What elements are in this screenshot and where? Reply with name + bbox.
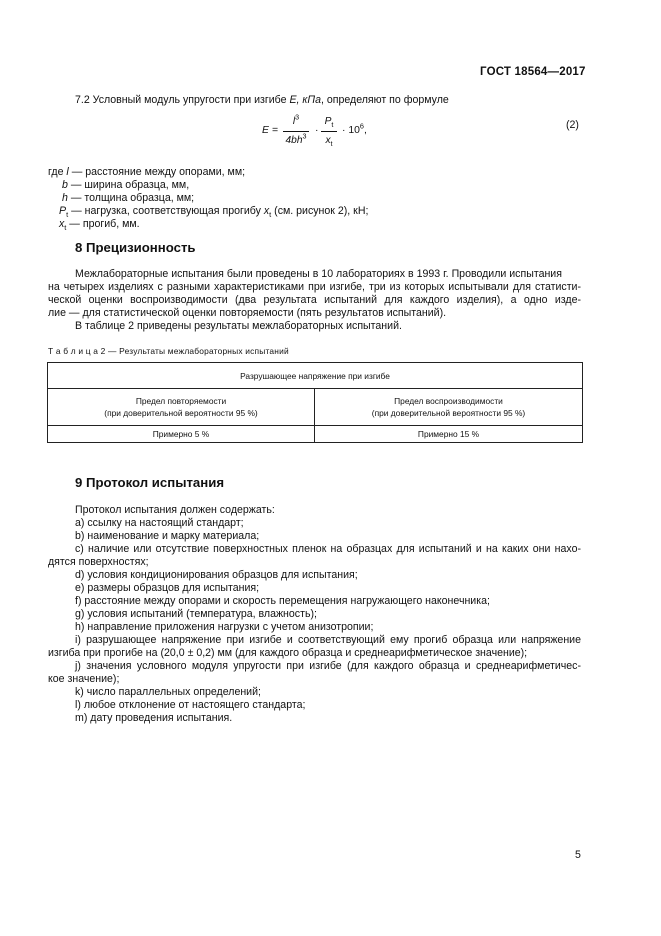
list-item-i: i) разрушающее напряжение при изгибе и соответствующий ему прогиб образца или напряжение (75, 634, 581, 646)
fraction-2-denominator: $x_t$ (325, 135, 333, 149)
table-cell-reproducibility-value: Примерно 15 % (315, 426, 583, 443)
fraction-1-denominator: $4bh^3$ (285, 132, 307, 146)
list-item-k: k) число параллельных определений; (75, 686, 261, 698)
where-item-p: $P_t$ — нагрузка, соответствующая прогибу $x_t$ (см. рисунок 2), кН; (59, 205, 369, 220)
list-item-i-cont: изгиба при прогибе на (20,0 ± 0,2) мм (для каждого образца и среднеарифметическое значение); (48, 647, 528, 659)
section-8-para-line-1: Межлабораторные испытания были проведены в 10 лабораториях в 1993 г. Проводили испытания (75, 268, 562, 280)
formula-number: (2) (566, 119, 579, 131)
list-item-e: e) размеры образцов для испытания; (75, 582, 260, 594)
document-id: ГОСТ 18564—2017 (480, 66, 586, 78)
table-group-header: Разрушающее напряжение при изгибе (48, 363, 583, 389)
list-item-d: d) условия кондиционирования образцов для испытания; (75, 569, 358, 581)
where-item-l: где l — расстояние между опорами, мм; (48, 166, 246, 178)
list-item-b: b) наименование и марку материала; (75, 530, 260, 542)
page-number: 5 (575, 849, 581, 861)
table-col-reproducibility: Предел воспроизводимости (при доверительной вероятности 95 %) (315, 389, 583, 426)
clause-7-2-text: 7.2 Условный модуль упругости при изгибе E, кПа, определяют по формуле (75, 94, 449, 106)
section-8-para-line-4: лие — для статистической оценки повторяемости (пять результатов испытаний). (48, 307, 447, 319)
results-table (47, 362, 583, 443)
list-item-l: l) любое отклонение от настоящего стандарта; (75, 699, 306, 711)
fraction-2-line (321, 131, 337, 132)
section-8-heading: 8 Прецизионность (75, 240, 196, 255)
list-item-f: f) расстояние между опорами и скорость перемещения нагружающего наконечника; (75, 595, 490, 607)
table-col-repeatability: Предел повторяемости (при доверительной вероятности 95 %) (48, 389, 315, 426)
list-item-g: g) условия испытаний (температура, влажность); (75, 608, 317, 620)
section-9-intro: Протокол испытания должен содержать: (75, 504, 275, 516)
formula-dot-1: · (315, 125, 319, 136)
list-item-j-cont: кое значение); (48, 673, 120, 685)
formula-lhs: E = (262, 125, 278, 136)
list-item-h: h) направление приложения нагрузки с учетом анизотропии; (75, 621, 374, 633)
list-item-m: m) дату проведения испытания. (75, 712, 233, 724)
where-item-b: b — ширина образца, мм, (62, 179, 190, 191)
table-2-caption: Т а б л и ц а 2 — Результаты межлабораторных испытаний (48, 346, 289, 356)
list-item-a: а) ссылку на настоящий стандарт; (75, 517, 244, 529)
section-8-para-line-2: на четырех изделиях с разными характеристиками при изгибе, три из которых испытывали для статисти- (48, 281, 581, 293)
where-item-h: h — толщина образца, мм; (62, 192, 195, 204)
table-cell-repeatability-value: Примерно 5 % (48, 426, 315, 443)
section-8-para-line-3: ческой оценки воспроизводимости (два результата испытаний для каждого изделия), а одно изде- (48, 294, 581, 306)
list-item-c: c) наличие или отсутствие поверхностных пленок на образцах для испытаний и на каких они нахо- (75, 543, 581, 555)
where-item-x: $x_t$ — прогиб, мм. (59, 218, 140, 233)
section-8-para-line-5: В таблице 2 приведены результаты межлабораторных испытаний. (75, 320, 402, 332)
formula-dot-2: · $10^6$, (342, 121, 367, 136)
list-item-j: j) значения условного модуля упругости при изгибе (для каждого образца и среднеарифметичес- (75, 660, 581, 672)
section-9-heading: 9 Протокол испытания (75, 475, 225, 490)
list-item-c-cont: дятся поверхностях; (48, 556, 149, 568)
fraction-2-numerator: $P_t$ (324, 116, 334, 130)
fraction-1-numerator: $l^3$ (292, 113, 300, 127)
